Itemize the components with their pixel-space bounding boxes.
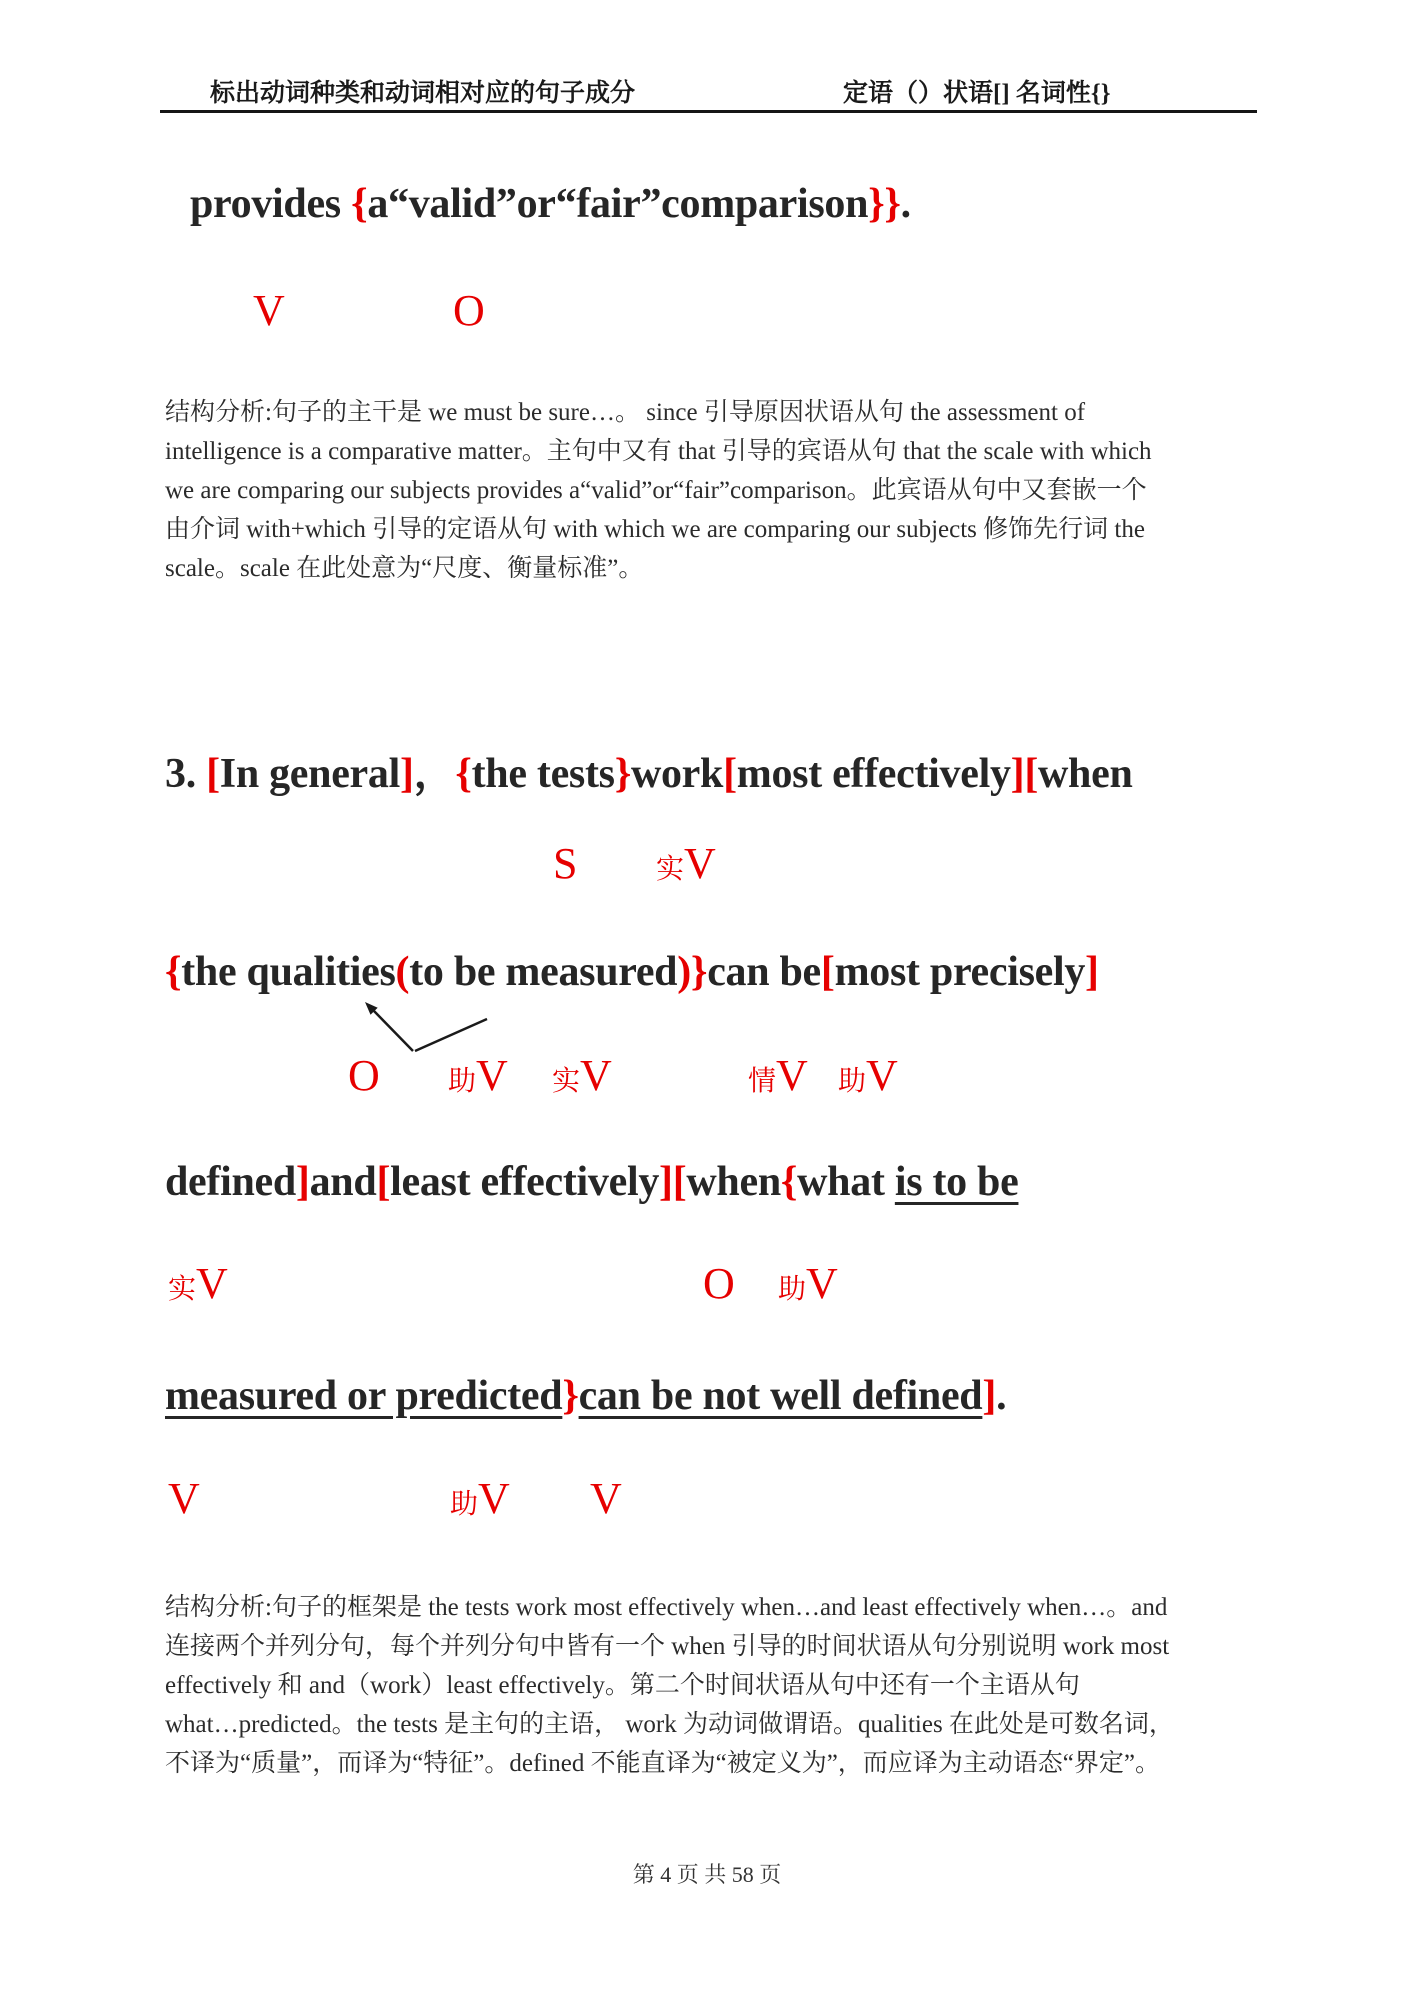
paragraph-line: 不译为“质量”，而译为“特征”。defined 不能直译为“被定义为”，而应译为主动语态“界定”。 [165,1750,1160,1777]
grammar-label-s: S [553,839,578,888]
paragraph-line: 由介词 with+which 引导的定语从句 with which we are comparing our subjects 修饰先行词 the [165,516,1145,543]
grammar-label-v: V [253,286,285,335]
grammar-label-zhu-v: 助V [838,1051,898,1100]
sentence-3-line-4: measured or predicted}can be not well defined]. [165,1373,1007,1419]
paragraph-line: we are comparing our subjects provides a“valid”or“fair”comparison。此宾语从句中又套嵌一个 [165,477,1147,504]
grammar-label-o: O [703,1259,735,1308]
grammar-label-o: O [453,286,485,335]
grammar-label-shi-v: 实V [552,1051,612,1100]
sentence-3-line-3: defined]and[least effectively][when{what is to be [165,1159,1019,1205]
paragraph-line: scale。scale 在此处意为“尺度、衡量标准”。 [165,555,644,582]
header-left-title: 标出动词种类和动词相对应的句子成分 [210,80,636,107]
grammar-label-zhu-v: 助V [448,1051,508,1100]
paragraph-line: 连接两个并列分句，每个并列分句中皆有一个 when 引导的时间状语从句分别说明 work most [165,1633,1170,1660]
grammar-label-zhu-v: 助V [450,1474,510,1523]
grammar-label-v: V [590,1474,622,1523]
analysis-paragraph-1 [165,393,1265,588]
sentence-2-line: provides {a“valid”or“fair”comparison}}. [190,181,911,227]
paragraph-line: what…predicted。the tests 是主句的主语， work 为动词做谓语。qualities 在此处是可数名词， [165,1711,1174,1738]
paragraph-line: intelligence is a comparative matter。主句中又有 that 引导的宾语从句 that the scale with which [165,438,1152,465]
grammar-label-qing-v: 情V [748,1051,808,1100]
header-rule [160,110,1257,113]
grammar-label-v: V [168,1474,200,1523]
sentence-3-line-2: {the qualities(to be measured)}can be[most precisely] [165,949,1099,995]
grammar-label-shi-v: 实V [656,839,716,888]
paragraph-line: 结构分析:句子的主干是 we must be sure…。 since 引导原因状语从句 the assessment of [165,399,1086,426]
grammar-label-shi-v: 实V [168,1259,228,1308]
header-right-legend: 定语（）状语[] 名词性{} [843,80,1111,107]
grammar-label-zhu-v: 助V [778,1259,838,1308]
sentence-3-line-1: 3. [In general]，{the tests}work[most effectively][when [165,751,1133,797]
page-footer: 第 4 页 共 58 页 [632,1862,782,1887]
paragraph-line: effectively 和 and（work）least effectively。第二个时间状语从句中还有一个主语从句 [165,1672,1080,1699]
grammar-label-o: O [348,1051,380,1100]
analysis-paragraph-2 [165,1588,1265,1783]
paragraph-line: 结构分析:句子的框架是 the tests work most effectively when…and least effectively when…。and [165,1594,1168,1621]
